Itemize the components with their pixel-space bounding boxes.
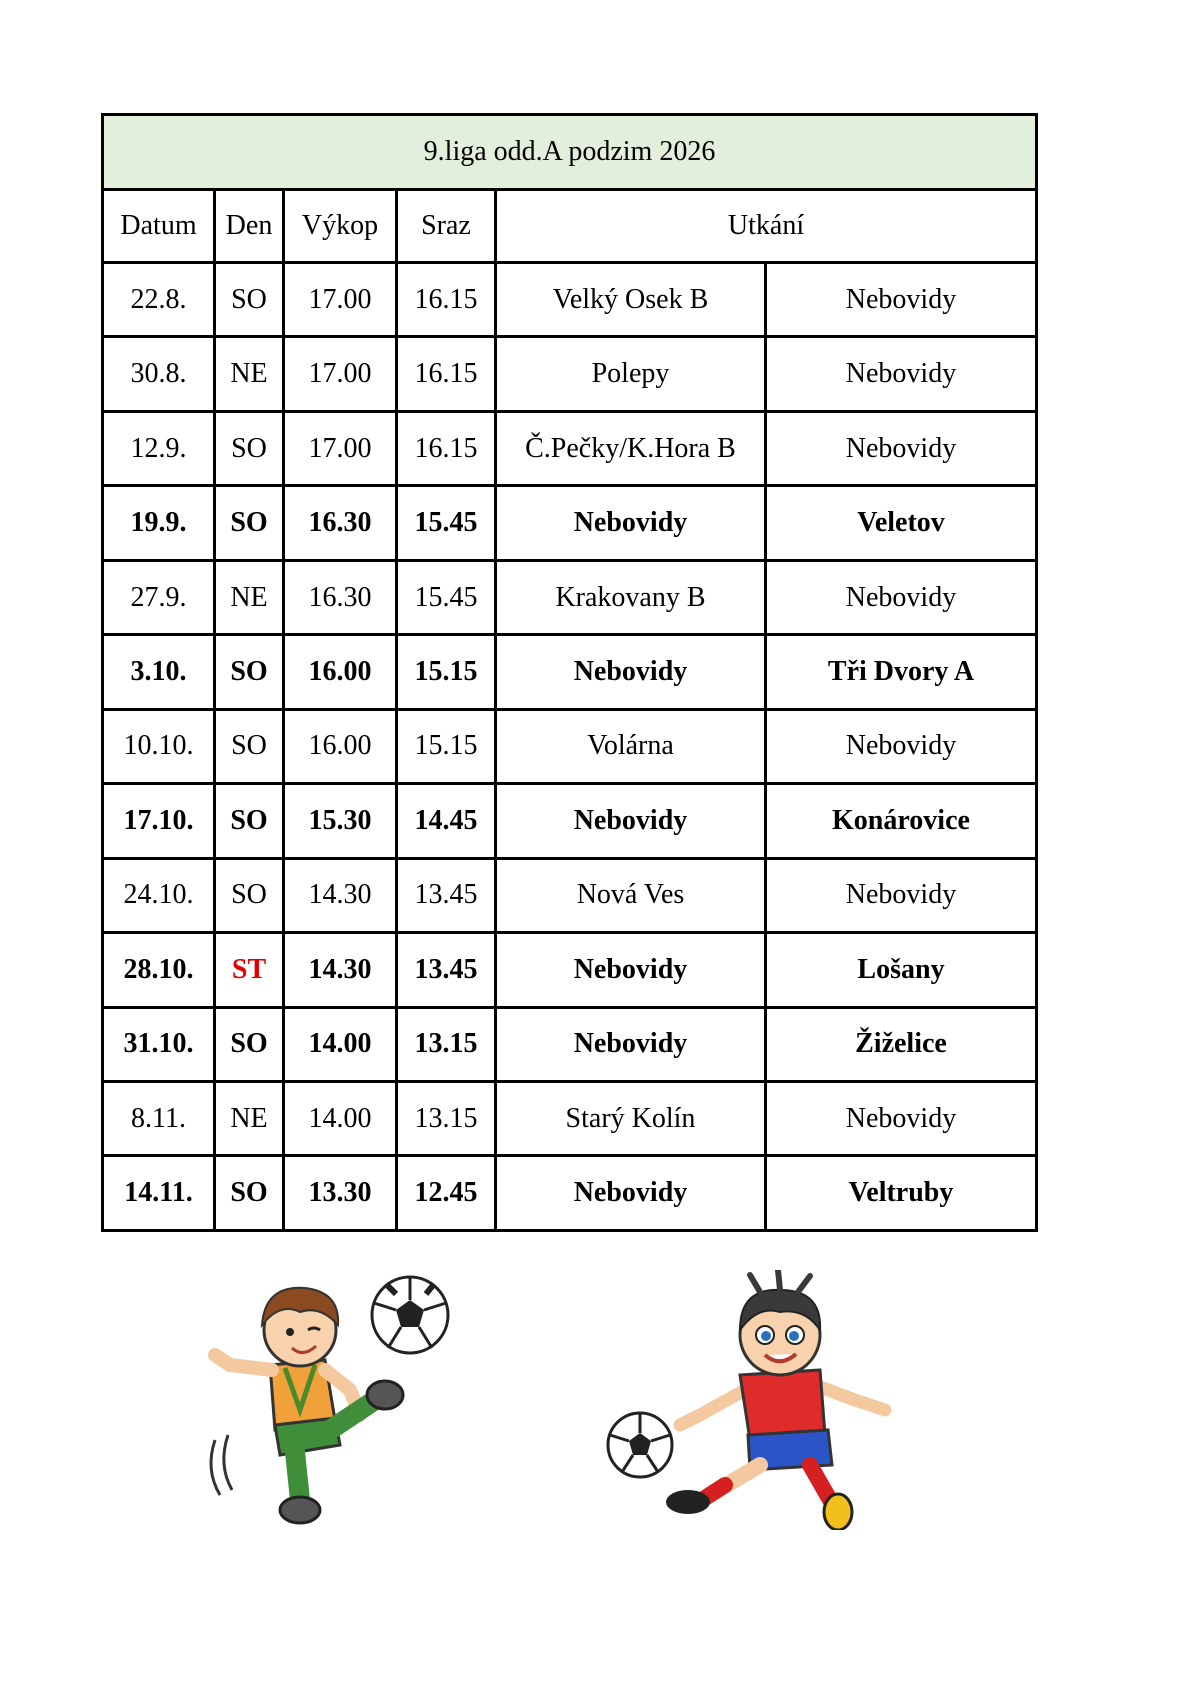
day-cell: NE [215, 560, 284, 634]
kickoff-cell: 13.30 [284, 1156, 397, 1231]
meetup-cell: 15.15 [397, 709, 496, 783]
soccer-ball-icon [372, 1277, 448, 1353]
kickoff-cell: 16.30 [284, 560, 397, 634]
kickoff-cell: 16.00 [284, 709, 397, 783]
date-cell: 22.8. [103, 263, 215, 337]
day-cell: SO [215, 858, 284, 932]
date-cell: 14.11. [103, 1156, 215, 1231]
home-team-cell: Nová Ves [496, 858, 766, 932]
away-team-cell: Nebovidy [766, 709, 1037, 783]
header-utkani: Utkání [496, 190, 1037, 263]
away-team-cell: Veltruby [766, 1156, 1037, 1231]
day-cell: SO [215, 263, 284, 337]
home-team-cell: Nebovidy [496, 1007, 766, 1081]
home-team-cell: Starý Kolín [496, 1081, 766, 1155]
date-cell: 12.9. [103, 411, 215, 485]
table-row [103, 337, 1037, 411]
table-row [103, 858, 1037, 932]
kickoff-cell: 14.30 [284, 858, 397, 932]
date-cell: 10.10. [103, 709, 215, 783]
illustrations [0, 1270, 1190, 1570]
meetup-cell: 14.45 [397, 784, 496, 858]
table-row [103, 486, 1037, 560]
date-cell: 28.10. [103, 933, 215, 1007]
table-row [103, 560, 1037, 634]
table-row [103, 784, 1037, 858]
kickoff-cell: 14.00 [284, 1081, 397, 1155]
kickoff-cell: 17.00 [284, 263, 397, 337]
kickoff-cell: 14.00 [284, 1007, 397, 1081]
away-team-cell: Nebovidy [766, 337, 1037, 411]
home-team-cell: Č.Pečky/K.Hora B [496, 411, 766, 485]
header-datum: Datum [103, 190, 215, 263]
table-row [103, 1156, 1037, 1231]
date-cell: 24.10. [103, 858, 215, 932]
kickoff-cell: 16.00 [284, 635, 397, 709]
kickoff-cell: 16.30 [284, 486, 397, 560]
day-cell: SO [215, 709, 284, 783]
away-team-cell: Nebovidy [766, 560, 1037, 634]
schedule-table [101, 113, 1038, 1232]
away-team-cell: Konárovice [766, 784, 1037, 858]
kickoff-cell: 17.00 [284, 411, 397, 485]
date-cell: 3.10. [103, 635, 215, 709]
day-cell: NE [215, 337, 284, 411]
day-cell: SO [215, 486, 284, 560]
meetup-cell: 15.45 [397, 560, 496, 634]
away-team-cell: Tři Dvory A [766, 635, 1037, 709]
boy-kicking-ball-red-kit-icon [600, 1270, 900, 1530]
meetup-cell: 15.45 [397, 486, 496, 560]
table-row [103, 263, 1037, 337]
meetup-cell: 12.45 [397, 1156, 496, 1231]
day-cell: NE [215, 1081, 284, 1155]
title-row [103, 115, 1037, 190]
home-team-cell: Nebovidy [496, 1156, 766, 1231]
header-sraz: Sraz [397, 190, 496, 263]
table-row [103, 1007, 1037, 1081]
date-cell: 27.9. [103, 560, 215, 634]
meetup-cell: 13.15 [397, 1007, 496, 1081]
day-cell: SO [215, 1156, 284, 1231]
soccer-ball-icon [608, 1413, 672, 1477]
date-cell: 19.9. [103, 486, 215, 560]
boy-kicking-ball-green-kit-icon [200, 1270, 460, 1530]
meetup-cell: 16.15 [397, 411, 496, 485]
away-team-cell: Žiželice [766, 1007, 1037, 1081]
meetup-cell: 13.15 [397, 1081, 496, 1155]
header-row [103, 190, 1037, 263]
table-row [103, 1081, 1037, 1155]
date-cell: 17.10. [103, 784, 215, 858]
header-vykop: Výkop [284, 190, 397, 263]
meetup-cell: 15.15 [397, 635, 496, 709]
away-team-cell: Nebovidy [766, 411, 1037, 485]
meetup-cell: 16.15 [397, 263, 496, 337]
day-cell: SO [215, 411, 284, 485]
date-cell: 8.11. [103, 1081, 215, 1155]
day-cell: SO [215, 1007, 284, 1081]
meetup-cell: 16.15 [397, 337, 496, 411]
day-cell: ST [215, 933, 284, 1007]
home-team-cell: Nebovidy [496, 784, 766, 858]
table-row [103, 411, 1037, 485]
kickoff-cell: 17.00 [284, 337, 397, 411]
day-cell: SO [215, 784, 284, 858]
page-title: 9.liga odd.A podzim 2026 [103, 115, 1037, 190]
date-cell: 30.8. [103, 337, 215, 411]
meetup-cell: 13.45 [397, 858, 496, 932]
kickoff-cell: 14.30 [284, 933, 397, 1007]
away-team-cell: Veletov [766, 486, 1037, 560]
day-cell: SO [215, 635, 284, 709]
home-team-cell: Nebovidy [496, 486, 766, 560]
kickoff-cell: 15.30 [284, 784, 397, 858]
away-team-cell: Nebovidy [766, 263, 1037, 337]
away-team-cell: Nebovidy [766, 858, 1037, 932]
table-row [103, 709, 1037, 783]
away-team-cell: Lošany [766, 933, 1037, 1007]
home-team-cell: Velký Osek B [496, 263, 766, 337]
table-row [103, 635, 1037, 709]
home-team-cell: Nebovidy [496, 635, 766, 709]
table-row [103, 933, 1037, 1007]
meetup-cell: 13.45 [397, 933, 496, 1007]
home-team-cell: Krakovany B [496, 560, 766, 634]
header-den: Den [215, 190, 284, 263]
home-team-cell: Volárna [496, 709, 766, 783]
date-cell: 31.10. [103, 1007, 215, 1081]
away-team-cell: Nebovidy [766, 1081, 1037, 1155]
home-team-cell: Polepy [496, 337, 766, 411]
home-team-cell: Nebovidy [496, 933, 766, 1007]
